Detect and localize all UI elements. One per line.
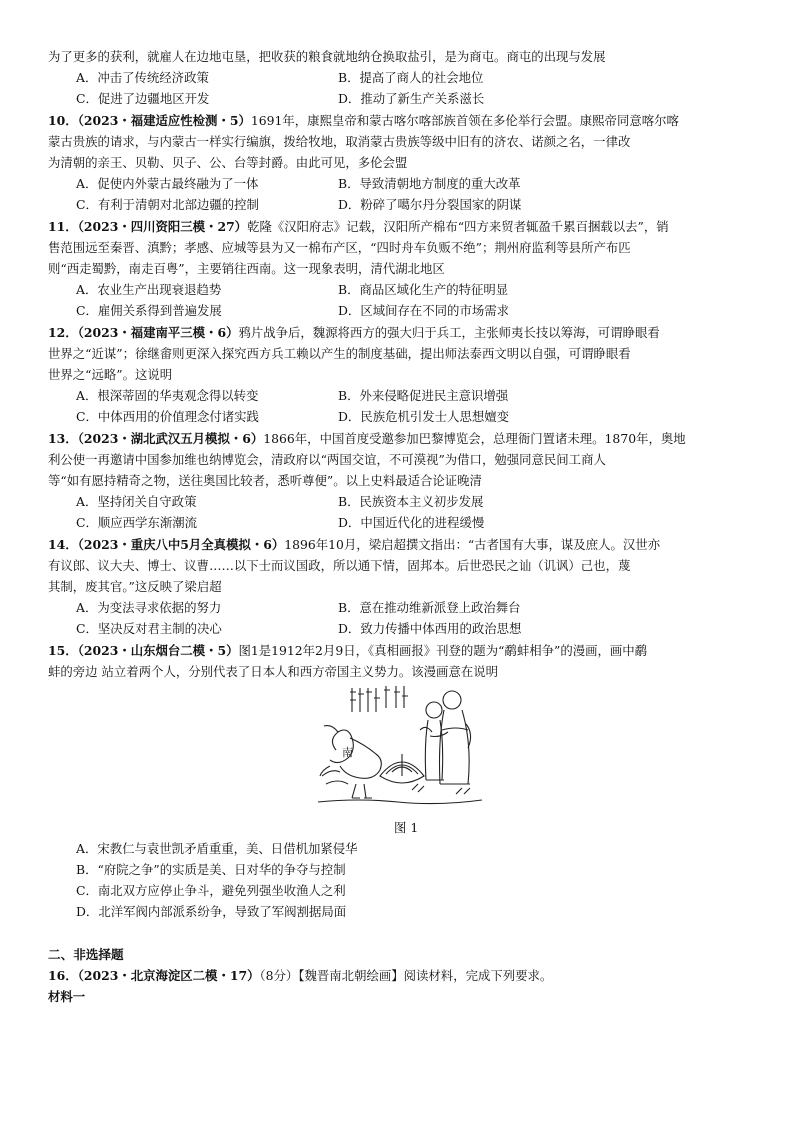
q14-stem-3: 其制，废其官。”这反映了梁启超 bbox=[48, 579, 222, 594]
q11-option-d[interactable]: D．区域间存在不同的市场需求 bbox=[338, 303, 510, 318]
q13-stem-1: 1866年，中国首度受邀参加巴黎博览会，总理衙门置诸未理。1870年，奥地 bbox=[263, 431, 686, 446]
question-16 bbox=[48, 965, 768, 1007]
q11-number: 11． bbox=[48, 219, 78, 234]
q10-stem-2: 蒙古贵族的请求，与内蒙古一样实行编旗，拨给牧地，取消蒙古贵族等级中旧有的济农、诺颜之名，一律改 bbox=[48, 134, 631, 149]
q14-option-d[interactable]: D．致力传播中体西用的政治思想 bbox=[338, 621, 522, 636]
q10-stem-3: 为清朝的亲王、贝勒、贝子、公、台等封爵。由此可见，多伦会盟 bbox=[48, 155, 408, 170]
q15-stem-1: 图1是1912年2月9日，《真相画报》刊登的题为“鹬蚌相争”的漫画，画中鹬 bbox=[238, 643, 648, 658]
q13-option-a[interactable]: A．坚持闭关自守政策 bbox=[76, 494, 197, 509]
question-13 bbox=[48, 428, 768, 491]
q15-number: 15． bbox=[48, 643, 78, 658]
q14-option-b[interactable]: B．意在推动维新派登上政治舞台 bbox=[338, 600, 521, 615]
q15-stem-2: 蚌的旁边 站立着两个人，分别代表了日本人和西方帝国主义势力。该漫画意在说明 bbox=[48, 664, 499, 679]
q12-options bbox=[76, 385, 756, 427]
q11-option-a[interactable]: A．农业生产出现衰退趋势 bbox=[76, 282, 222, 297]
q13-option-b[interactable]: B．民族资本主义初步发展 bbox=[338, 494, 484, 509]
q10-number: 10． bbox=[48, 113, 78, 128]
cartoon-figure bbox=[316, 680, 484, 808]
q12-option-c[interactable]: C．中体西用的价值理念付诸实践 bbox=[76, 409, 259, 424]
q9-stem-tail: 为了更多的获利，就雇人在边地屯垦，把收获的粮食就地纳仓换取盐引，是为商屯。商屯的出现与发展 bbox=[48, 49, 606, 64]
q12-stem-3: 世界之“远略”。这说明 bbox=[48, 367, 173, 382]
q9-option-a[interactable]: A．冲击了传统经济政策 bbox=[76, 70, 209, 85]
q10-option-d[interactable]: D．粉碎了噶尔丹分裂国家的阴谋 bbox=[338, 197, 522, 212]
q12-option-a[interactable]: A．根深蒂固的华夷观念得以转变 bbox=[76, 388, 259, 403]
q14-option-c[interactable]: C．坚决反对君主制的决心 bbox=[76, 621, 222, 636]
q11-stem-1: 乾隆《汉阳府志》记载，汉阳所产棉布“四方来贸者辄盈千累百捆载以去”，销 bbox=[247, 219, 669, 234]
q9-option-d[interactable]: D．推动了新生产关系滋长 bbox=[338, 91, 485, 106]
q13-number: 13． bbox=[48, 431, 78, 446]
question-10 bbox=[48, 110, 768, 173]
q9-options bbox=[76, 67, 756, 109]
cartoon-label-south: 南 bbox=[342, 746, 353, 759]
q10-source: （2023・福建适应性检测・5） bbox=[77, 113, 251, 128]
q9-option-b[interactable]: B．提高了商人的社会地位 bbox=[338, 70, 484, 85]
q11-source: （2023・四川资阳三模・27） bbox=[77, 219, 248, 234]
question-11 bbox=[48, 216, 768, 279]
q15-option-b[interactable]: B．“府院之争”的实质是美、日对华的争夺与控制 bbox=[76, 862, 346, 877]
q12-stem-1: 鸦片战争后，魏源将西方的强大归于兵工，主张师夷长技以筹海，可谓睁眼看 bbox=[238, 325, 660, 340]
q14-stem-1: 1896年10月，梁启超撰文指出：“古者国有大事，谋及庶人。汉世亦 bbox=[284, 537, 661, 552]
q14-number: 14． bbox=[48, 537, 78, 552]
cartoon-illustration bbox=[316, 680, 484, 808]
q11-option-c[interactable]: C．雇佣关系得到普遍发展 bbox=[76, 303, 222, 318]
figure-caption: 图 1 bbox=[394, 820, 419, 835]
q13-options bbox=[76, 491, 756, 533]
q13-source: （2023・湖北武汉五月模拟・6） bbox=[77, 431, 264, 446]
q14-source: （2023・重庆八中5月全真模拟・6） bbox=[77, 537, 285, 552]
q16-source: （2023・北京海淀区二模・17） bbox=[77, 968, 260, 983]
q11-options bbox=[76, 279, 756, 321]
q10-stem-1: 1691年，康熙皇帝和蒙古喀尔喀部族首领在多伦举行会盟。康熙帝同意喀尔喀 bbox=[250, 113, 679, 128]
q15-option-c[interactable]: C．南北双方应停止争斗，避免列强坐收渔人之利 bbox=[76, 883, 346, 898]
q11-stem-2: 售范围远至秦晋、滇黔；孝感、应城等县为又一棉布产区，“四时舟车负贩不绝”；荆州府监利等县所产布匹 bbox=[48, 240, 631, 255]
q10-option-b[interactable]: B．导致清朝地方制度的重大改革 bbox=[338, 176, 521, 191]
q14-options bbox=[76, 597, 756, 639]
question-14 bbox=[48, 534, 768, 597]
q12-stem-2: 世界之“近谋”；徐继畬则更深入探究西方兵工赖以产生的制度基础，提出师法泰西文明以自强，可谓睁眼看 bbox=[48, 346, 631, 361]
q12-option-b[interactable]: B．外来侵略促进民主意识增强 bbox=[338, 388, 509, 403]
q15-options bbox=[76, 838, 756, 922]
q12-number: 12． bbox=[48, 325, 78, 340]
q10-option-a[interactable]: A．促使内外蒙古最终融为了一体 bbox=[76, 176, 259, 191]
q13-stem-2: 利公使一再邀请中国参加维也纳博览会，清政府以“两国交谊，不可漠视”为借口，勉强同意民间工商人 bbox=[48, 452, 606, 467]
material-1-label: 材料一 bbox=[48, 989, 86, 1004]
q13-stem-3: 等“如有愿持精奇之物，送往奥国比较者，悉听尊便”。以上史料最适合论证晚清 bbox=[48, 473, 482, 488]
q15-option-a[interactable]: A．宋教仁与袁世凯矛盾重重，美、日借机加紧侵华 bbox=[76, 841, 358, 856]
q11-stem-3: 则“西走蜀黔，南走百粤”，主要销往西南。这一现象表明，清代湖北地区 bbox=[48, 261, 445, 276]
q16-number: 16． bbox=[48, 968, 78, 983]
question-15 bbox=[48, 640, 768, 682]
q16-stem: （8分）【魏晋南北朝绘画】阅读材料，完成下列要求。 bbox=[259, 968, 553, 983]
q10-option-c[interactable]: C．有利于清朝对北部边疆的控制 bbox=[76, 197, 259, 212]
q15-source: （2023・山东烟台二模・5） bbox=[77, 643, 239, 658]
q10-options bbox=[76, 173, 756, 215]
q12-source: （2023・福建南平三模・6） bbox=[77, 325, 239, 340]
section-heading: 二、非选择题 bbox=[48, 947, 124, 962]
q11-option-b[interactable]: B．商品区域化生产的特征明显 bbox=[338, 282, 509, 297]
q13-option-c[interactable]: C．顺应西学东渐潮流 bbox=[76, 515, 197, 530]
q13-option-d[interactable]: D．中国近代化的进程缓慢 bbox=[338, 515, 485, 530]
question-12 bbox=[48, 322, 768, 385]
q14-option-a[interactable]: A．为变法寻求依据的努力 bbox=[76, 600, 222, 615]
q15-option-d[interactable]: D．北洋军阀内部派系纷争，导致了军阀割据局面 bbox=[76, 904, 347, 919]
q14-stem-2: 有议郎、议大夫、博士、议曹……以下士而议国政，所以通下情，固邦本。后世恐民之讪（讥讽）己也，蔑 bbox=[48, 558, 631, 573]
q9-option-c[interactable]: C．促进了边疆地区开发 bbox=[76, 91, 210, 106]
q12-option-d[interactable]: D．民族危机引发士人思想嬗变 bbox=[338, 409, 510, 424]
